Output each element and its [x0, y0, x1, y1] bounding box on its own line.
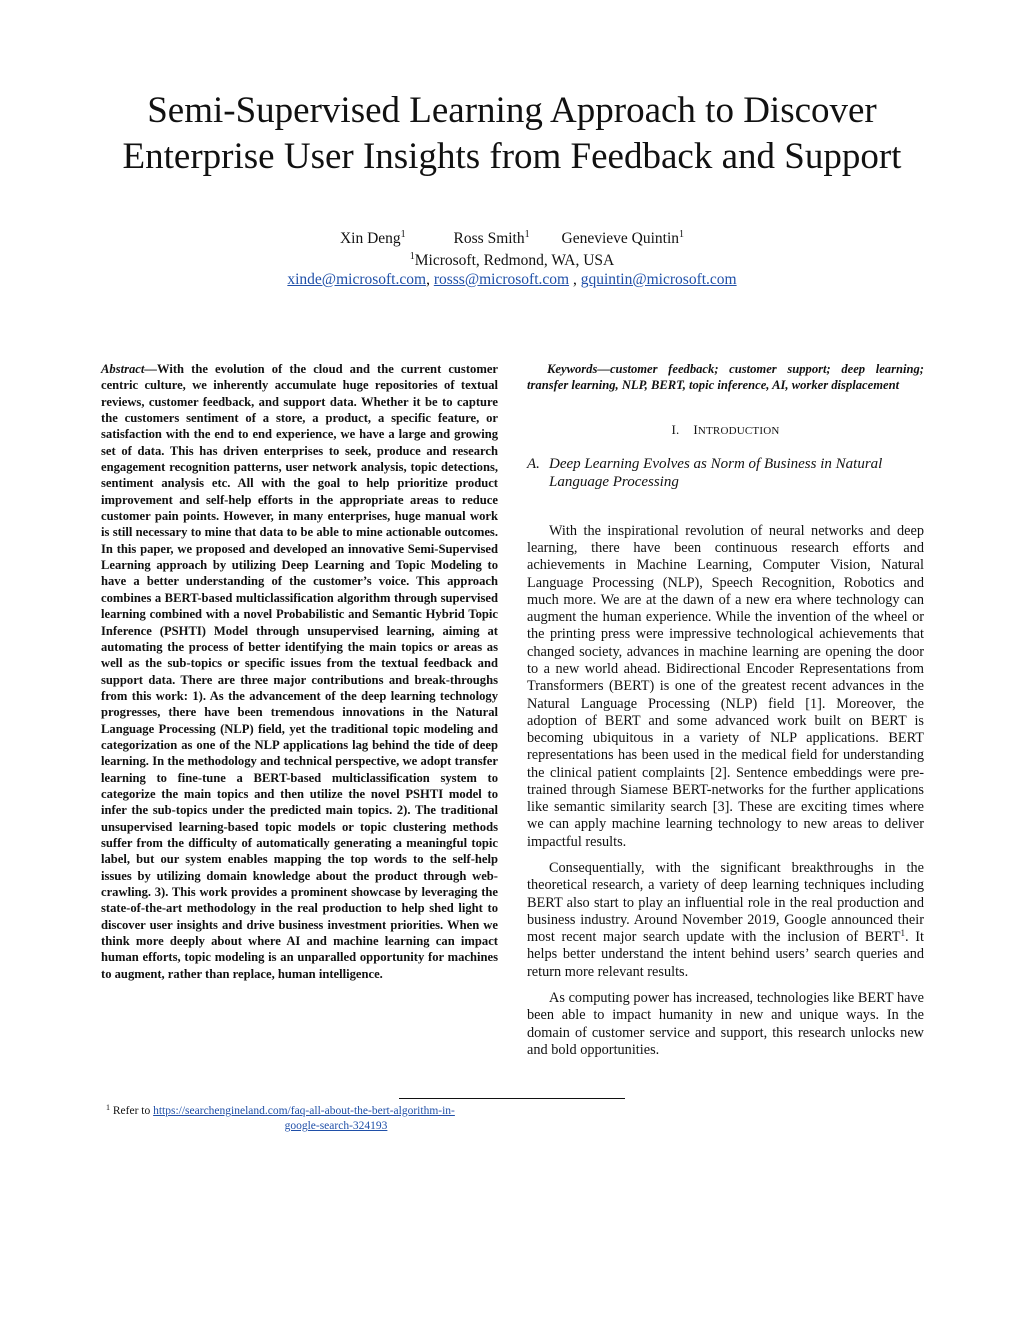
footnote-divider — [399, 1098, 625, 1099]
footnote-url-continued[interactable]: google-search-324193 — [284, 1120, 388, 1132]
author-list — [0, 229, 1024, 249]
affiliation: $^1$Microsoft, Redmond, WA, USA — [409, 251, 615, 269]
footnote: $^1$ Refer to https://searchengineland.com/faq-all-about-the-bert-algorithm-in- google-search-324193 — [106, 1103, 455, 1132]
paper-title — [60, 88, 964, 180]
subsection-label: A. — [527, 455, 540, 472]
subsection-title: Deep Learning Evolves as Norm of Business in Natural Language Processing — [549, 455, 883, 490]
author-xin-deng: Xin Deng$^1$ — [339, 229, 406, 247]
footnote-url[interactable]: https://searchengineland.com/faq-all-about-the-bert-algorithm-in- — [153, 1105, 455, 1117]
section-number: I. — [671, 421, 680, 437]
author-genevieve-quintin: Genevieve Quintin$^1$ — [561, 229, 685, 247]
keywords-text: customer feedback; customer support; deep learning; transfer learning, NLP, BERT, topic inference, AI, worker displacement — [527, 362, 924, 393]
affiliation-mark: 1 — [409, 251, 415, 262]
email-link-gquintin[interactable]: gquintin@microsoft.com — [580, 271, 737, 288]
abstract-text: With the evolution of the cloud and the current customer centric culture, we inherently accumulate huge repositories of textual reviews, customer feedback, and support data. Whether it be to capture the customers sentiment of a store, a product, a specific feature, or satisfaction with the end to end experience, we have a large and growing set of data. This has driven enterprises to seek, produce and research engagement recognition patterns, user network analysis, topic detections, sentiment analysis etc. All with the goal to help prioritize product improvement and self-help efforts in the appropriate areas to reduce customer pain points. However, in many enterprises, huge manual work is still necessary to mine that data to be able to mine actionable outcomes. In this paper, we proposed and developed an innovative Semi-Supervised Learning approach by utilizing Deep Learning and Topic Modeling to have a better understanding of the customer’s voice. This approach combines a BERT-based multiclassification algorithm through supervised learning combined with a novel Probabilistic and Semantic Hybrid Topic Inference (PSHTI) Model through unsupervised learning, aiming at automating the process of better identifying the main topics or areas as well as the sub-topics or specific issues from the textual feedback and support data. There are three major contributions and break-throughs from this work: 1). As the advancement of the deep learning technology progresses, there have been tremendous innovations in the Natural Language Processing (NLP) field, yet the traditional topic modeling and categorization as one of the NLP applications lag behind the tide of deep learning. In the methodology and technical perspective, we adopt transfer learning to fine-tune a BERT-based multiclassification system to categorize the main topics and then utilize the novel PSHTI model to infer the sub-topics under the predicted main topics. 2). The traditional unsupervised learning-based topic models or topic clustering methods suffer from the difficulty of automatically generating a meaningful topic label, but our system enables mapping the top words to the self-help issues by utilizing domain knowledge about the product through web-crawling. 3). This work provides a prominent showcase by leveraging the state-of-the-art methodology in the real production to help shed light to discover user insights and drive business investment priorities. When we think more deeply about where AI and machine learning can impact human efforts, topic modeling is an unparalled opportunity for machines to augment, rather than replace, human intelligence. — [101, 362, 498, 981]
paragraph-3: As computing power has increased, technologies like BERT have been able to impact humanity in new and unique ways. In the domain of customer service and support, this research unlocks new and bold opportunities. — [527, 990, 924, 1058]
subsection-heading — [527, 455, 924, 491]
right-column — [527, 361, 924, 1059]
keywords: Keywords—customer feedback; customer support; deep learning; transfer learning, NLP, BERT, topic inference, AI, worker displacement — [527, 362, 924, 393]
abstract-label: Abstract— — [101, 362, 157, 376]
section-heading-introduction: I. INTRODUCTION — [671, 421, 780, 437]
email-list: xinde@microsoft.com, rosss@microsoft.com , gquintin@microsoft.com — [287, 271, 737, 288]
email-link-xinde[interactable]: xinde@microsoft.com — [287, 271, 427, 288]
paragraph-2: Consequentially, with the significant breakthroughs in the theoretical research, a variety of deep learning techniques including BERT also start to play an influential role in the real production and business industry. Around November 2019, Google announced their most recent major search update with the inclusion of BERT$^1$. It helps better understand the intent behind users’ search queries and return more relevant results. — [527, 860, 924, 980]
footnote-number: 1 — [106, 1103, 110, 1112]
title-line-1: Semi-Supervised Learning Approach to Discover — [147, 90, 877, 131]
affiliation-mark: 1 — [524, 229, 530, 240]
author-ross-smith: Ross Smith$^1$ — [453, 229, 530, 247]
paragraph-1: With the inspirational revolution of neural networks and deep learning, there have been continuous research efforts and achievements in Machine Learning, Computer Vision, Natural Language Processing (NLP), Speech Recognition, Robotics and much more. We are at the dawn of a new era where technology can augment the human experience. While the invention of the wheel or the printing press were impressive technological achievements that changed society, advances in machine learning are opening the door to a new world ahead. Bidirectional Encoder Representations from Transformers (BERT) is one of the greatest recent advances in the Natural Language Processing (NLP) field [1]. Moreover, the adoption of BERT and some advanced work built on BERT is becoming ubiquitous in a variety of NLP applications. BERT representations has been used in the medical field for understanding the clinical patient complaints [2]. Sentence embeddings were pre-trained through Siamese BERT-networks for the further applications like semantic similarity search [3]. These are exciting times where we can apply machine learning technology to new areas to deliver impactful results. — [527, 522, 924, 850]
email-link-rosss[interactable]: rosss@microsoft.com — [433, 271, 570, 288]
footnote-mark: 1 — [900, 928, 906, 939]
keywords-label: Keywords — [547, 362, 598, 376]
affiliation-mark: 1 — [400, 229, 406, 240]
affiliation-mark: 1 — [679, 229, 685, 240]
abstract — [101, 361, 498, 982]
title-line-2: Enterprise User Insights from Feedback and Support — [122, 136, 902, 177]
